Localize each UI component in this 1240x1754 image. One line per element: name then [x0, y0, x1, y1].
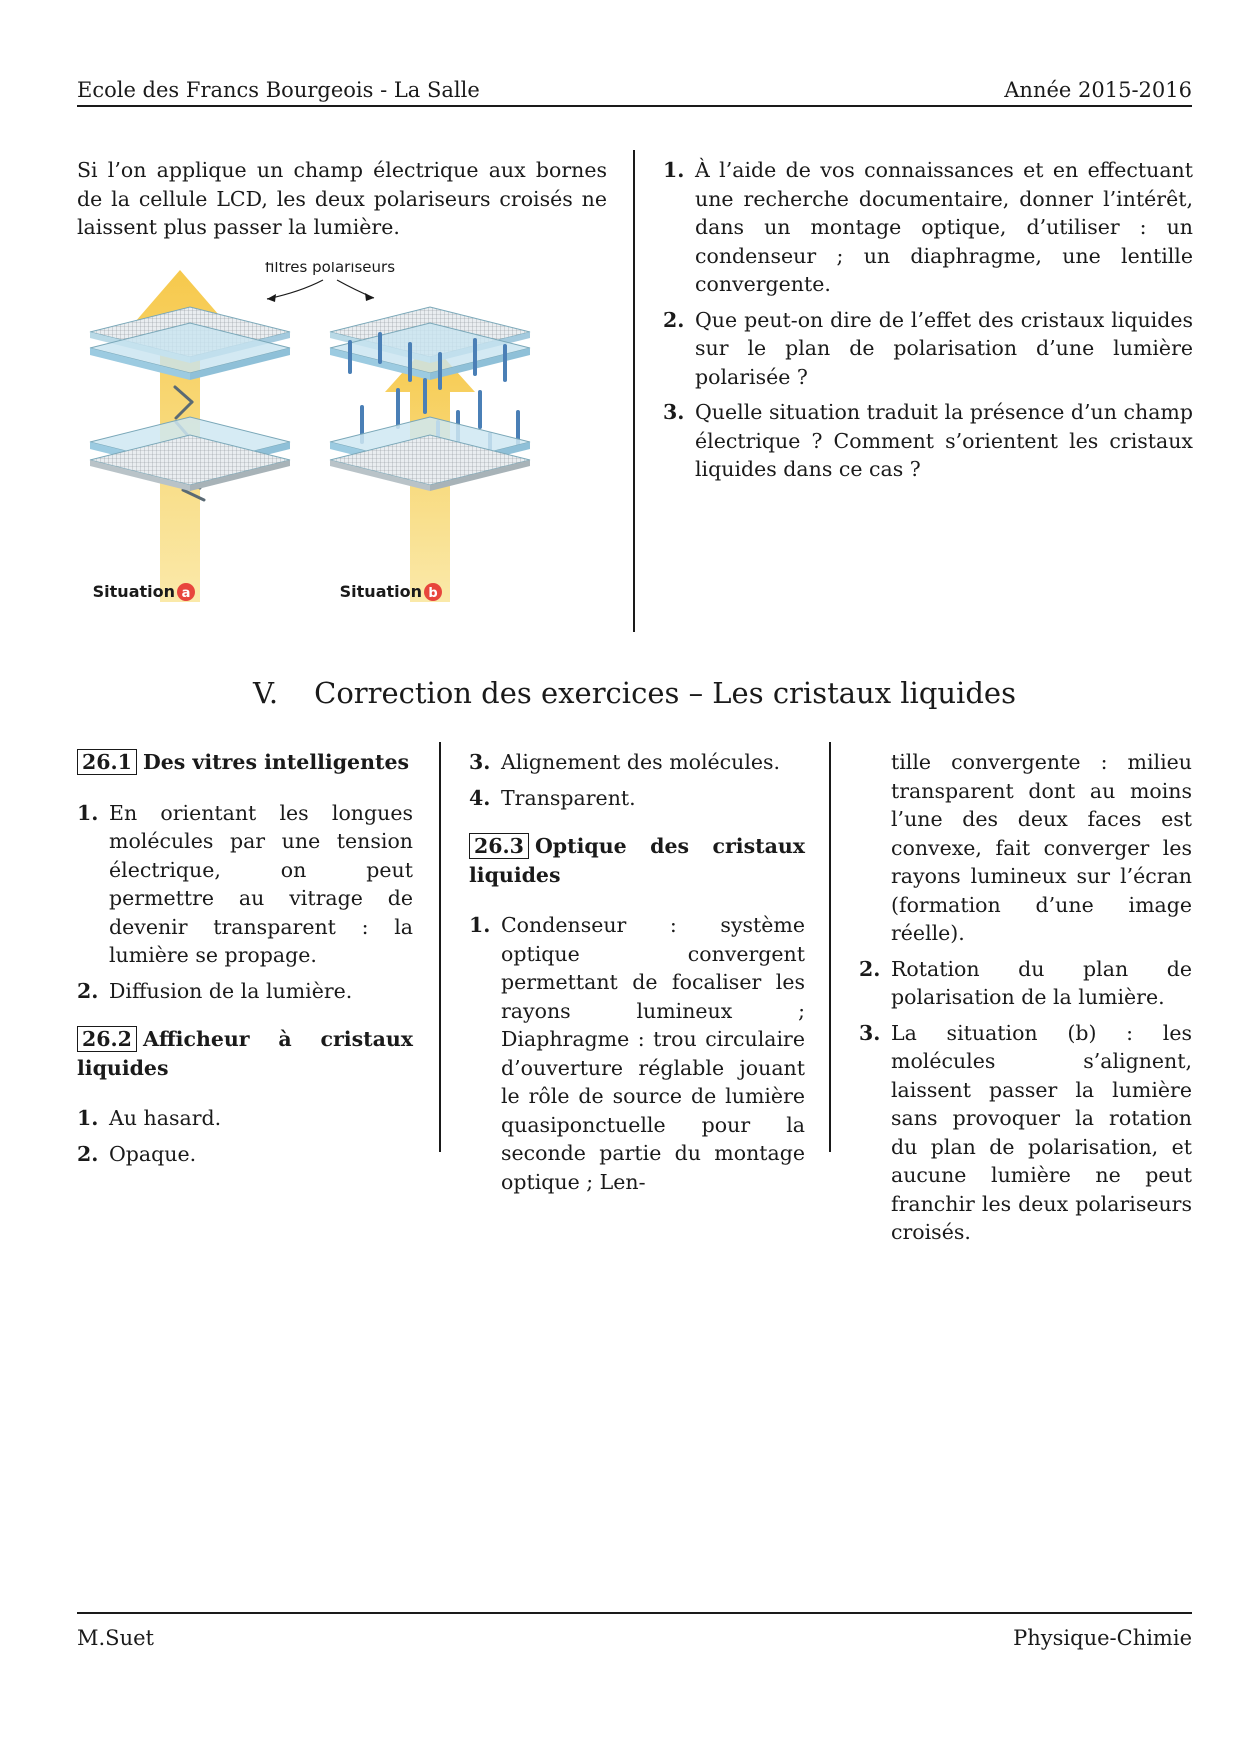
- exercise-26-2-answers-b: [469, 748, 805, 812]
- answer-number: 1.: [77, 1106, 99, 1130]
- filters-label: filtres polariseurs: [264, 262, 396, 276]
- exercise-26-3-answers-a: [469, 911, 805, 1196]
- question-item: [663, 156, 1193, 299]
- footer-author: M.Suet: [77, 1626, 154, 1650]
- question-number: 3.: [663, 400, 685, 424]
- header-school: Ecole des Francs Bourgeois - La Salle: [77, 78, 480, 102]
- answer-text: Au hasard.: [109, 1106, 222, 1130]
- exercise-26-1-heading: [77, 748, 413, 777]
- answer-item: [469, 748, 805, 777]
- answer-number: 2.: [77, 1141, 99, 1166]
- exercise-number-box: 26.3: [469, 833, 529, 859]
- answer-text: Transparent.: [501, 785, 636, 810]
- answer-item: [77, 799, 413, 970]
- answer-text: Diffusion de la lumière.: [109, 978, 353, 1003]
- question-text: Que peut-on dire de l’effet des cristaux liquides sur le plan de polarisation d’une lumière polarisée ?: [695, 307, 1193, 389]
- lcd-figure-drawing: [80, 262, 580, 612]
- bottom-column-divider-2: [829, 742, 831, 1152]
- answer-number: 3.: [469, 750, 491, 774]
- question-item: [663, 398, 1193, 484]
- filter-pointers: [267, 280, 374, 302]
- exercise-26-2-answers-a: [77, 1104, 413, 1168]
- exercise-number-box: 26.2: [77, 1026, 137, 1052]
- correction-column-1: [77, 748, 413, 1175]
- intro-paragraph: Si l’on applique un champ électrique aux bornes de la cellule LCD, les deux polariseurs croisés ne laissent plus passer la lumière.: [77, 158, 607, 239]
- header-year: Année 2015-2016: [1004, 78, 1192, 102]
- bottom-column-divider-1: [439, 742, 441, 1152]
- answer-item: [77, 977, 413, 1006]
- answer-text: Opaque.: [109, 1141, 197, 1166]
- exercise-title: Optique des cristaux liquides: [469, 834, 805, 887]
- exercise-26-2-heading: [77, 1025, 413, 1082]
- answer-number: 4.: [469, 785, 491, 810]
- answer-text: Rotation du plan de polarisation de la lumière.: [891, 956, 1192, 1009]
- answer-item: [77, 1140, 413, 1169]
- situation-a-illustration: [90, 270, 290, 602]
- answer-item: [469, 784, 805, 813]
- section-number: V.: [253, 676, 279, 710]
- answer-number: 1.: [469, 913, 491, 937]
- answer-item: [859, 1019, 1192, 1247]
- answer-text: Condenseur : système optique convergent permettant de focaliser les rayons lumineux ; Diaphragme : trou circulaire d’ouverture réglable jouant le rôle de source de lumière quasiponctuelle pour la seconde partie du montage optique ; Len-: [501, 913, 805, 1194]
- situation-b-illustration: [330, 307, 530, 602]
- question-item: [663, 306, 1193, 392]
- answer-number: 2.: [859, 956, 881, 981]
- correction-column-3: [859, 748, 1192, 1254]
- question-text: Quelle situation traduit la présence d’un champ électrique ? Comment s’orientent les cristaux liquides dans ce cas ?: [695, 400, 1193, 481]
- exercise-title: Afficheur à cristaux liquides: [77, 1027, 413, 1080]
- section-title: [77, 676, 1192, 710]
- answer-text: En orientant les longues molécules par une tension électrique, on peut permettre au vitrage de devenir transparent : la lumière se propage.: [109, 800, 413, 967]
- exercise-26-3-heading: [469, 832, 805, 889]
- answer-item: [469, 911, 805, 1196]
- answer-continuation: tille convergente : milieu transparent dont au moins l’une des deux faces est convexe, fait converger les rayons lumineux sur l’écran (formation d’une image réelle).: [891, 750, 1192, 945]
- exercise-26-1-answers: [77, 799, 413, 1006]
- exercise-title: Des vitres intelligentes: [142, 750, 410, 774]
- lcd-figure: [80, 262, 580, 612]
- question-text: À l’aide de vos connaissances et en effectuant une recherche documentaire, donner l’intérêt, dans un montage optique, d’utiliser : un condenseur ; un diaphragme, une lentille convergente.: [695, 158, 1193, 296]
- question-number: 2.: [663, 307, 685, 332]
- question-number: 1.: [663, 158, 685, 182]
- answer-number: 3.: [859, 1020, 881, 1045]
- exercise-number-box: 26.1: [77, 749, 137, 775]
- exercise-26-3-answers-b: [859, 955, 1192, 1247]
- footer-subject: Physique-Chimie: [1013, 1626, 1192, 1650]
- answer-number: 2.: [77, 978, 99, 1003]
- situation-a-text: Situation: [92, 582, 175, 601]
- answer-number: 1.: [77, 800, 99, 825]
- answer-item: [859, 955, 1192, 1012]
- footer-rule: [77, 1612, 1192, 1614]
- section-title-text: Correction des exercices – Les cristaux liquides: [314, 676, 1016, 710]
- answer-text: La situation (b) : les molécules s’alignent, laissent passer la lumière sans provoquer la rotation du plan de polarisation, et aucune lumière ne peut franchir les deux polariseurs croisés.: [891, 1020, 1192, 1244]
- questions-list: [663, 156, 1193, 491]
- badge-b-text: b: [428, 586, 438, 601]
- correction-column-2: [469, 748, 805, 1203]
- top-column-divider: [633, 150, 635, 632]
- header-rule: [77, 105, 1192, 107]
- answer-item: [77, 1104, 413, 1133]
- answer-text: Alignement des molécules.: [501, 750, 781, 774]
- situation-b-text: Situation: [339, 582, 422, 601]
- badge-a-text: a: [181, 586, 191, 601]
